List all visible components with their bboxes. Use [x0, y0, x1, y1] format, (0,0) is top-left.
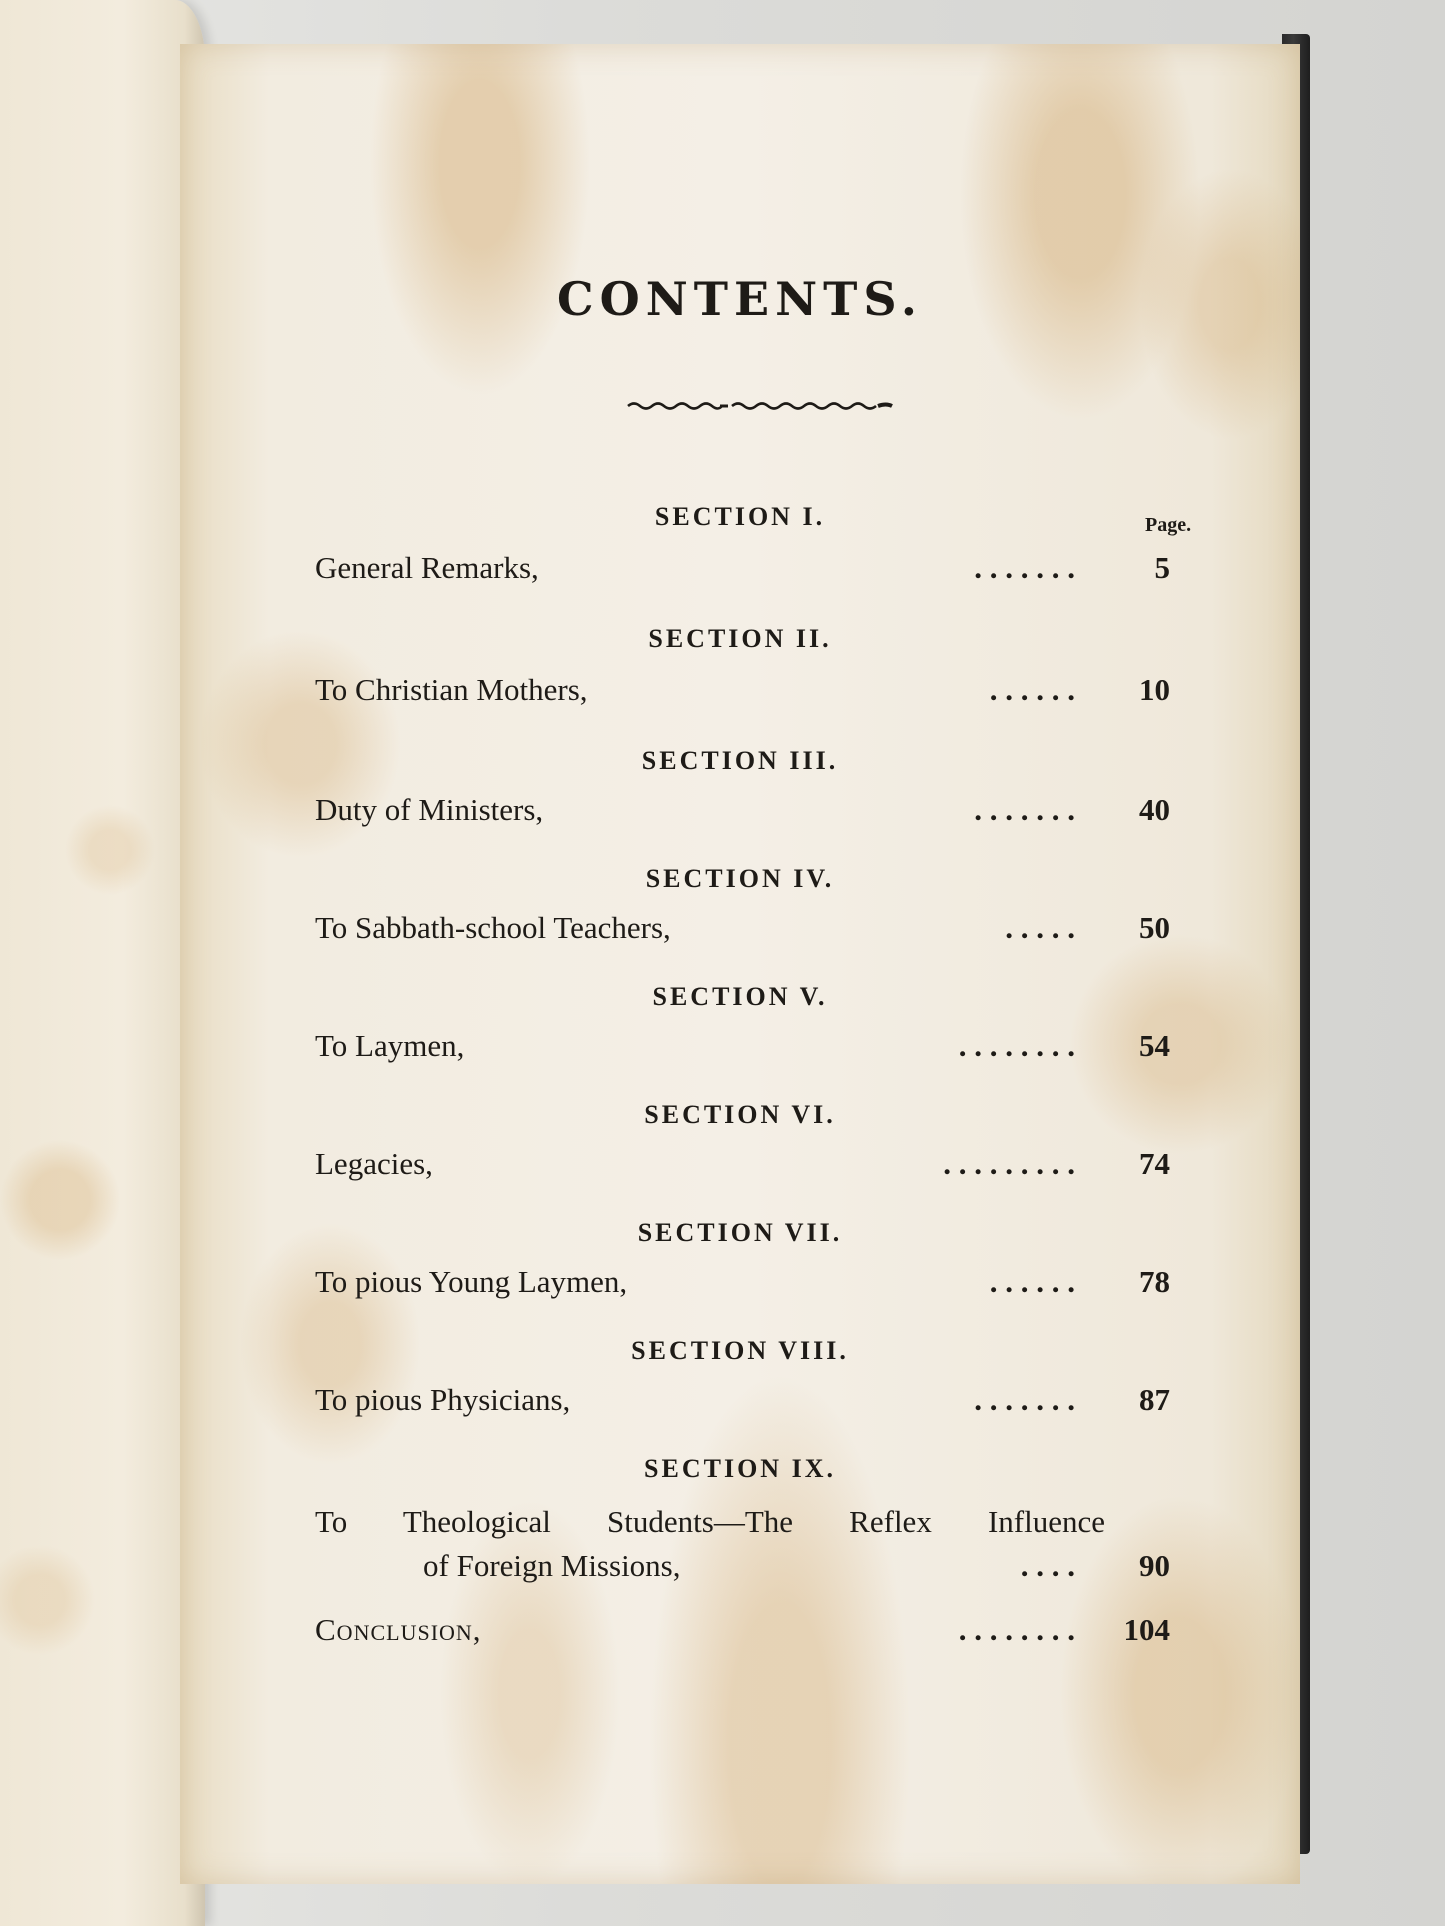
leader-dots: . . . . . . . [974, 792, 1075, 827]
page-column-label: Page. [1145, 514, 1192, 536]
entry-label: To pious Young Laymen, [315, 1264, 628, 1299]
entry-label: Legacies, [315, 1146, 433, 1181]
leader-dots: . . . . . . [989, 672, 1075, 707]
section-heading: SECTION I. [654, 502, 826, 531]
facing-page [0, 0, 205, 1926]
section-heading: SECTION IX. [644, 1454, 836, 1483]
entry-page-number: 90 [1139, 1548, 1170, 1583]
entry-label: General Remarks, [315, 550, 539, 585]
toc-entry[interactable] [315, 550, 1170, 590]
section-heading: SECTION VIII. [631, 1336, 849, 1365]
entry-page-number: 40 [1139, 792, 1170, 827]
section-heading: SECTION VII. [637, 1218, 843, 1247]
leader-dots: . . . . . . . [974, 550, 1075, 585]
leader-dots: . . . . . [1005, 910, 1075, 945]
toc-entry[interactable] [315, 792, 1170, 832]
entry-label: To Sabbath-school Teachers, [315, 910, 671, 945]
section-heading: SECTION VI. [644, 1100, 836, 1129]
entry-label-line2: of Foreign Missions, [423, 1548, 681, 1583]
toc-entry[interactable] [315, 1028, 1170, 1068]
leader-dots: . . . . . . . . [958, 1612, 1075, 1647]
toc-entry[interactable] [315, 672, 1170, 712]
contents-page [180, 44, 1300, 1884]
section-heading: SECTION II. [648, 624, 832, 653]
section-heading: SECTION V. [652, 982, 828, 1011]
toc-entry[interactable] [315, 1264, 1170, 1304]
toc-entry-conclusion[interactable] [315, 1612, 1170, 1652]
entry-label: To Christian Mothers, [315, 672, 588, 707]
entry-label: To pious Physicians, [315, 1382, 571, 1417]
toc-entry[interactable] [315, 910, 1170, 950]
entry-page-number: 78 [1139, 1264, 1170, 1299]
entry-label: To Laymen, [315, 1028, 465, 1063]
section-heading: SECTION IV. [645, 864, 835, 893]
entry-label: Duty of Ministers, [315, 792, 544, 827]
wavy-rule-ornament [620, 396, 900, 416]
toc-entry[interactable] [315, 1548, 1170, 1588]
section-heading: SECTION III. [641, 746, 839, 775]
leader-dots: . . . . [1020, 1548, 1075, 1583]
entry-page-number: 104 [1123, 1612, 1170, 1647]
entry-page-number: 5 [1154, 550, 1170, 585]
toc-entry[interactable] [315, 1146, 1170, 1186]
entry-page-number: 74 [1139, 1146, 1170, 1181]
entry-page-number: 54 [1139, 1028, 1170, 1063]
entry-page-number: 87 [1139, 1382, 1170, 1417]
toc-entry[interactable] [315, 1382, 1170, 1422]
entry-page-number: 50 [1139, 910, 1170, 945]
leader-dots: . . . . . . . . [958, 1028, 1075, 1063]
entry-label: Conclusion, [315, 1612, 482, 1647]
entry-page-number: 10 [1139, 672, 1170, 707]
leader-dots: . . . . . . . . . [943, 1146, 1075, 1181]
leader-dots: . . . . . . [989, 1264, 1075, 1299]
entry-label-line1[interactable]: To Theological Students—The Reflex Influence [315, 1504, 1105, 1539]
page-title: CONTENTS. [557, 272, 923, 326]
leader-dots: . . . . . . . [974, 1382, 1075, 1417]
